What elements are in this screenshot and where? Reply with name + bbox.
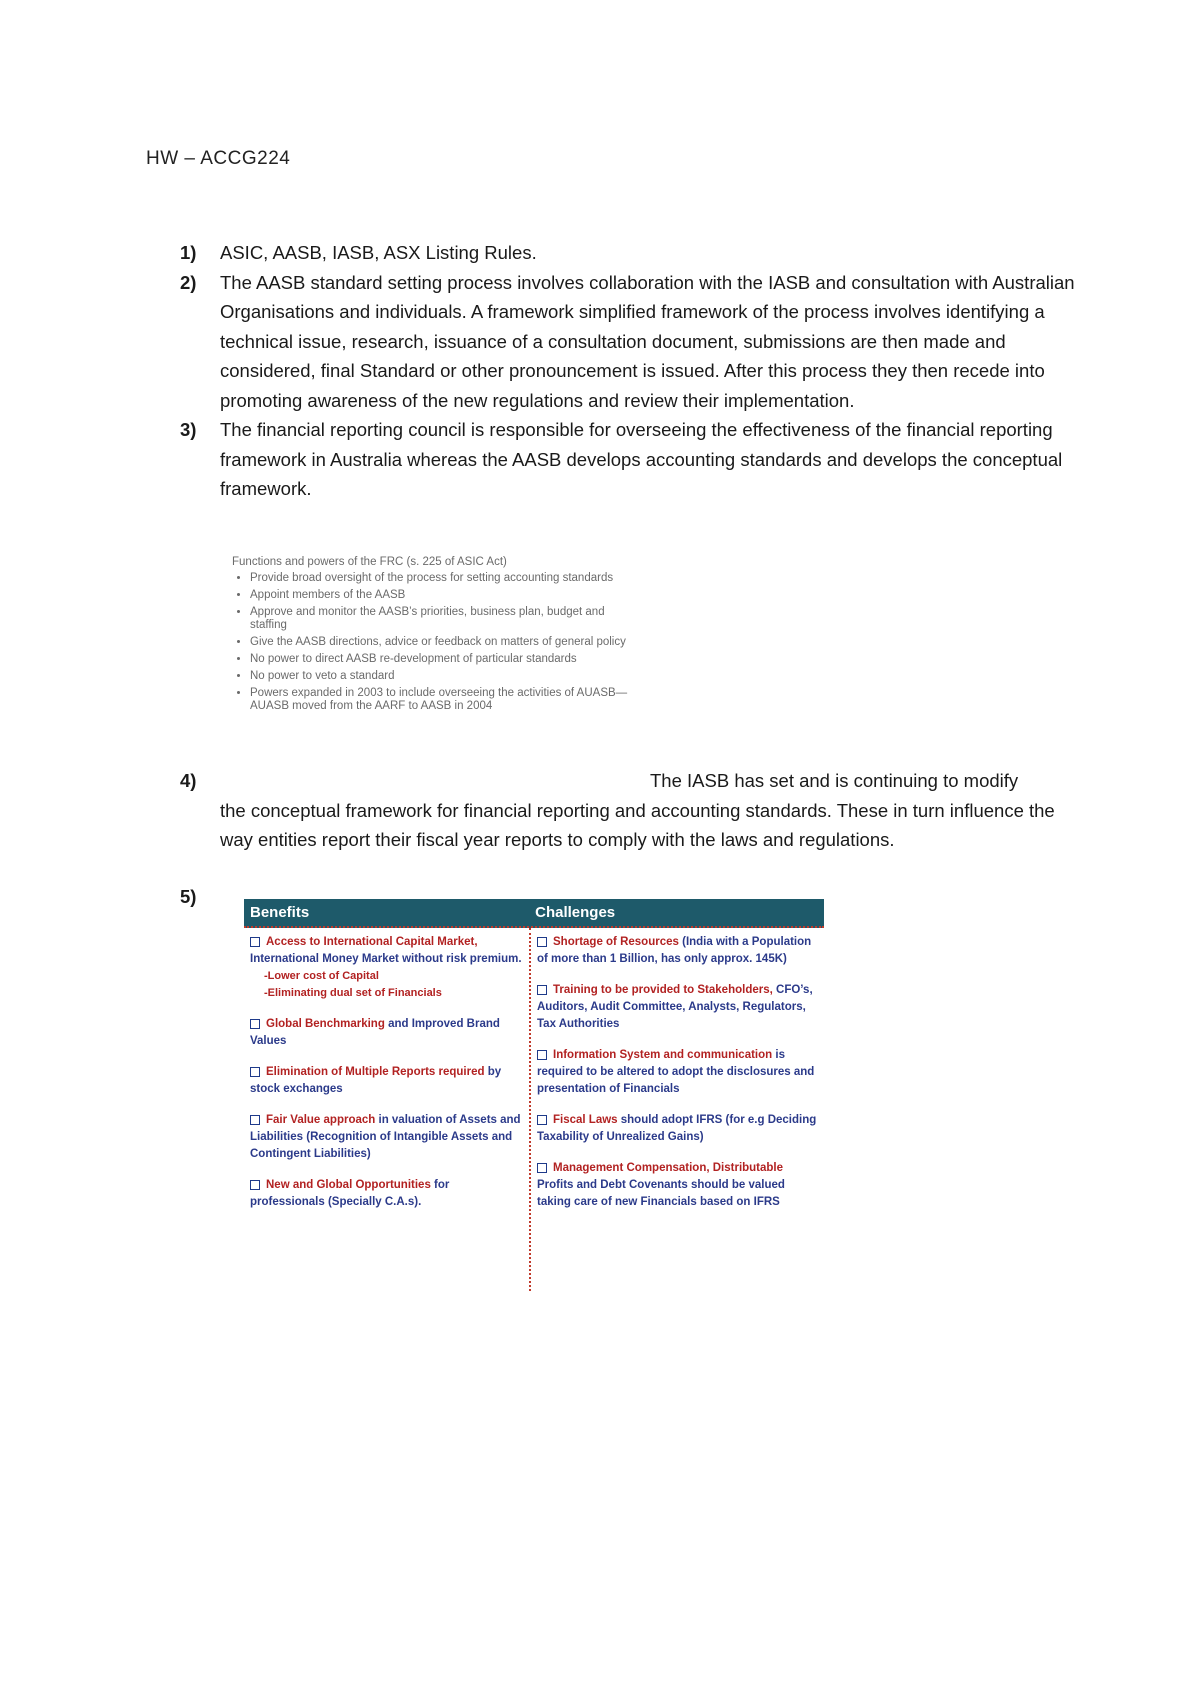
benefit-highlight: New and Global Opportunities: [266, 1179, 431, 1191]
frc-bullet: • No power to veto a standard: [250, 670, 632, 683]
document-header: HW – ACCG224: [146, 148, 291, 169]
challenge-highlight: Shortage of Resources: [553, 936, 679, 948]
benefit-entry: [250, 934, 525, 1002]
benefit-text: and Improved Brand Values: [250, 1018, 500, 1047]
benefits-column: [244, 928, 529, 1291]
challenge-highlight: Information System and communication: [553, 1049, 773, 1061]
checkbox-icon: [537, 937, 547, 947]
checkbox-icon: [537, 1115, 547, 1125]
frc-figure: [232, 556, 632, 717]
challenges-header: Challenges: [535, 904, 616, 921]
benefit-entry: [250, 1177, 525, 1211]
checkbox-icon: [250, 937, 260, 947]
frc-bullet: • Powers expanded in 2003 to include overseeing the activities of AUASB—AUASB moved from the AARF to AASB in 2004: [250, 687, 632, 713]
answer-item-4: [180, 766, 1080, 855]
checkbox-icon: [250, 1180, 260, 1190]
table-header: [244, 899, 824, 928]
checkbox-icon: [250, 1067, 260, 1077]
answer-item-1: [180, 238, 1080, 268]
benefit-sub: -Lower cost of Capital: [264, 970, 379, 982]
frc-bullet: • Give the AASB directions, advice or feedback on matters of general policy: [250, 636, 632, 649]
checkbox-icon: [537, 1050, 547, 1060]
benefits-challenges-table: [244, 899, 824, 1291]
item-number: 1): [180, 242, 197, 263]
challenge-entry: [537, 1112, 818, 1146]
benefit-entry: [250, 1016, 525, 1050]
answer-item-2: [180, 268, 1080, 416]
frc-title: Functions and powers of the FRC (s. 225 of ASIC Act): [232, 556, 507, 568]
challenge-highlight: Fiscal Laws: [553, 1114, 618, 1126]
challenge-highlight: Training to be provided to Stakeholders,: [553, 984, 773, 996]
item-text: the conceptual framework for financial reporting and accounting standards. These in turn influence the way entities report their fiscal year reports to comply with the laws and regulations.: [220, 799, 1055, 850]
challenge-entry: [537, 934, 818, 968]
challenge-highlight: Management Compensation, Distributable: [553, 1162, 784, 1174]
benefit-text: in valuation of Assets and Liabilities (Recognition of Intangible Assets and Contingent Liabilities): [250, 1114, 521, 1160]
challenge-text: Profits and Debt Covenants should be valued taking care of new Financials based on IFRS: [537, 1179, 785, 1208]
benefit-highlight: Elimination of Multiple Reports required: [266, 1066, 485, 1078]
benefit-text: International Money Market without risk premium.: [250, 953, 522, 965]
challenge-entry: [537, 1160, 818, 1211]
frc-bullet: • No power to direct AASB re-development of particular standards: [250, 653, 632, 666]
benefit-highlight: Fair Value approach: [266, 1114, 376, 1126]
challenge-text: should adopt IFRS (for e.g Deciding Taxability of Unrealized Gains): [537, 1114, 817, 1143]
table-body: [244, 928, 824, 1291]
item-text: The financial reporting council is responsible for overseeing the effectiveness of the financial reporting framework in Australia whereas the AASB develops accounting standards and develops the conceptual framework.: [220, 419, 1063, 499]
checkbox-icon: [250, 1115, 260, 1125]
item-text: The AASB standard setting process involves collaboration with the IASB and consultation with Australian Organisations and individuals. A framework simplified framework of the process involves identifying a technical issue, research, issuance of a consultation document, submissions are then made and considered, final Standard or other pronouncement is issued. After this process they then recede into promoting awareness of the new regulations and review their implementation.: [220, 271, 1075, 411]
item-number: 3): [180, 419, 197, 440]
frc-bullet: • Provide broad oversight of the process for setting accounting standards: [250, 572, 632, 585]
item-text: ASIC, AASB, IASB, ASX Listing Rules.: [220, 242, 537, 263]
item-number-5: 5): [180, 886, 197, 907]
benefit-highlight: Global Benchmarking: [266, 1018, 385, 1030]
answer-item-3: [180, 415, 1080, 504]
checkbox-icon: [250, 1019, 260, 1029]
challenge-text: is required to be altered to adopt the disclosures and presentation of Financials: [537, 1049, 815, 1095]
checkbox-icon: [537, 985, 547, 995]
challenge-text: CFO’s, Auditors, Audit Committee, Analysts, Regulators, Tax Authorities: [537, 984, 813, 1030]
benefit-entry: [250, 1112, 525, 1163]
challenge-text: (India with a Population of more than 1 Billion, has only approx. 145K): [537, 936, 812, 965]
benefit-sub: -Eliminating dual set of Financials: [264, 987, 442, 999]
challenge-entry: [537, 1047, 818, 1098]
benefits-header: Benefits: [250, 904, 310, 921]
benefit-highlight: Access to International Capital Market,: [266, 936, 478, 948]
item-number: 2): [180, 271, 197, 293]
challenge-entry: [537, 982, 818, 1033]
benefit-entry: [250, 1064, 525, 1098]
answer-list: [180, 238, 1080, 504]
frc-bullets: [232, 572, 632, 713]
item-text-lead: The IASB has set and is continuing to modify: [650, 770, 1019, 791]
item-number: 4): [180, 770, 197, 791]
benefit-text: for professionals (Specially C.A.s).: [250, 1179, 450, 1208]
checkbox-icon: [537, 1163, 547, 1173]
benefit-text: by stock exchanges: [250, 1066, 502, 1095]
frc-bullet: • Approve and monitor the AASB’s priorities, business plan, budget and staffing: [250, 606, 632, 632]
frc-bullet: • Appoint members of the AASB: [250, 589, 632, 602]
challenges-column: [529, 928, 824, 1291]
